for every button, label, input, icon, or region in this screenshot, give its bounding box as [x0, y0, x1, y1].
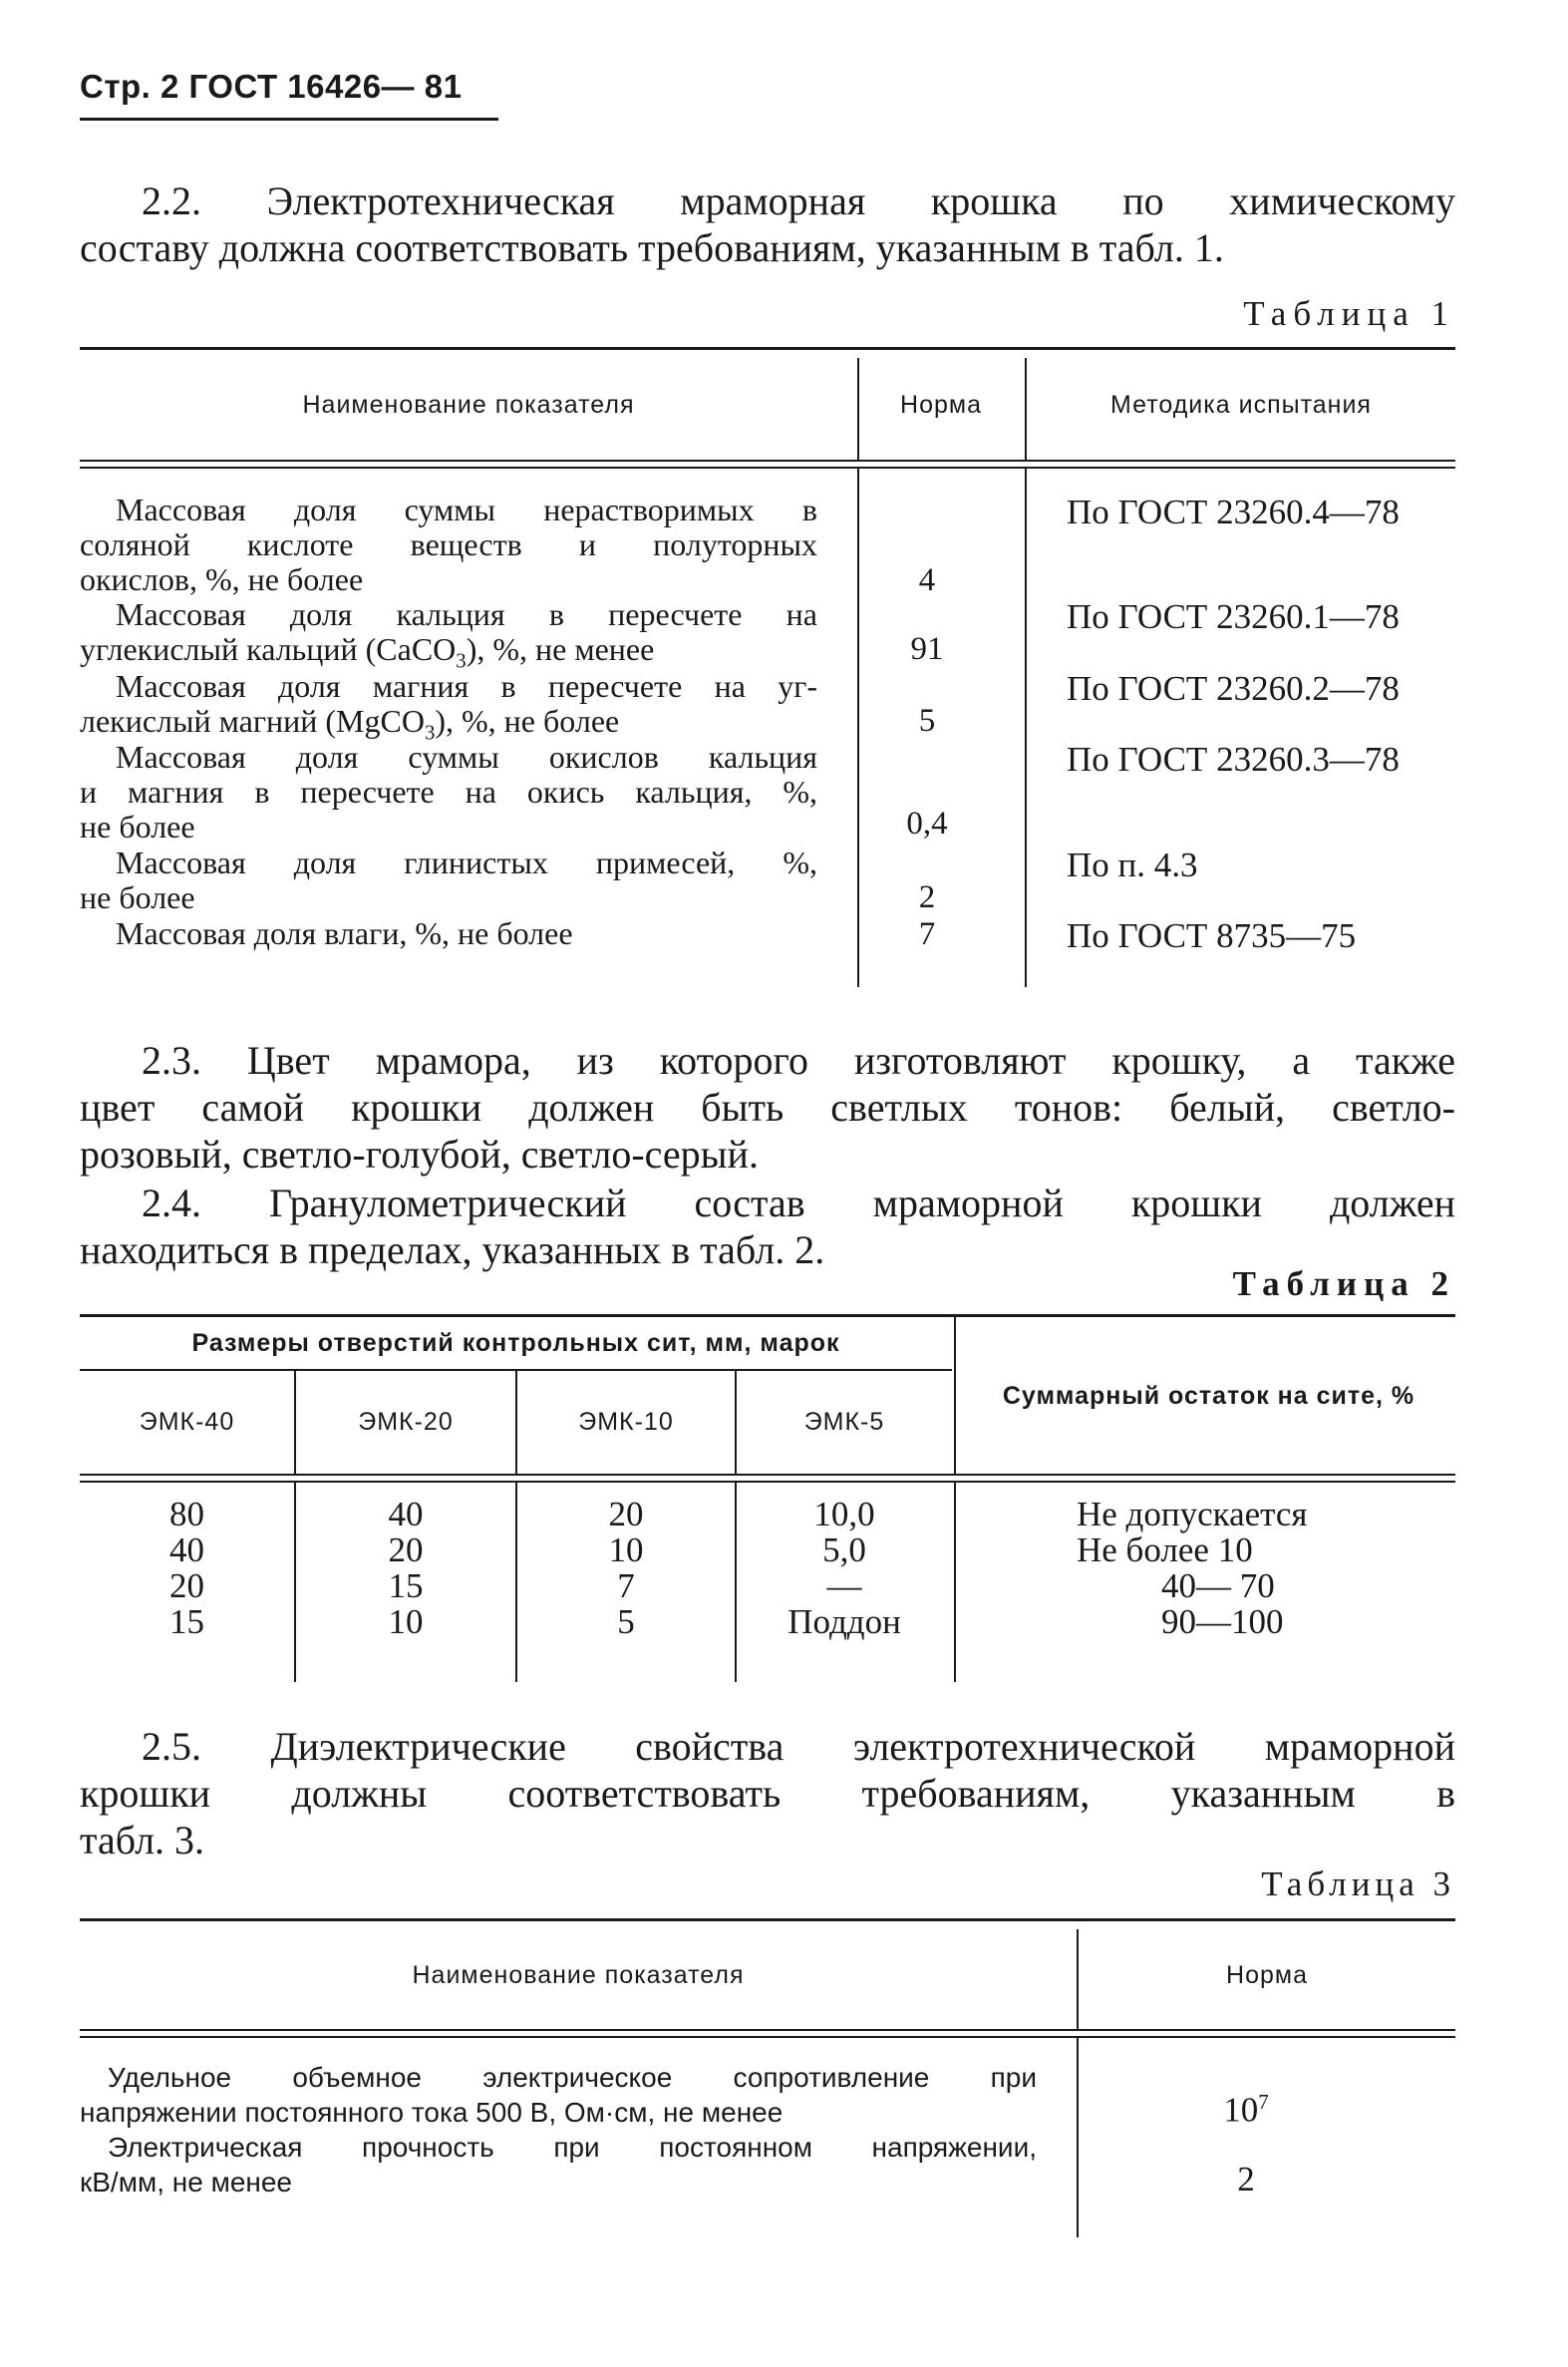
column-divider: [515, 1371, 517, 1474]
column-divider: [954, 1483, 956, 1682]
table-cell: 40— 70: [1161, 1566, 1275, 1605]
row-name-line: кВ/мм, не менее: [80, 2167, 293, 2198]
table-cell: 40: [169, 1530, 204, 1569]
header-emk-40: ЭМК-40: [139, 1408, 235, 1436]
table-cell: 20: [608, 1495, 644, 1533]
row-name-line: углекислый кальций (CaCO$_3$), %, не менее: [80, 631, 655, 673]
paragraph-2-5: [80, 1723, 1455, 1863]
row-norm: 91: [910, 631, 944, 667]
paragraph-2-2: [80, 177, 1455, 271]
column-emk-5: [737, 1497, 952, 1640]
table-cell: —: [826, 1566, 862, 1605]
header-norm: Норма: [900, 390, 982, 419]
table-3-label: Таблица 3: [1261, 1864, 1455, 1903]
row-method: По ГОСТ 23260.4—78: [1067, 493, 1400, 531]
row-name-line: и магния в пересчете на окись кальция, %,: [80, 774, 817, 810]
table-2-label: Таблица 2: [1232, 1264, 1455, 1303]
row-method: По ГОСТ 23260.3—78: [1067, 740, 1400, 779]
row-name: [80, 597, 817, 678]
row-name-line: не более: [80, 809, 195, 845]
row-name-line: Массовая доля суммы нерастворимых в: [116, 492, 817, 527]
page-header: [80, 68, 498, 121]
table-2: [80, 1314, 1455, 1682]
paragraph-line: 2.4. Гранулометрический состав мраморной крошки должен: [142, 1181, 1455, 1225]
row-name: [80, 740, 817, 845]
column-divider: [294, 1371, 296, 1474]
table-1-body: [80, 469, 1455, 997]
header-method: Методика испытания: [1110, 390, 1372, 419]
table-1: [80, 347, 1455, 997]
row-method: По п. 4.3: [1067, 845, 1198, 884]
table-cell: 20: [388, 1530, 424, 1569]
header-total-residue: Суммарный остаток на сите, %: [1002, 1381, 1415, 1410]
table-2-body: [80, 1483, 1455, 1682]
row-norm: 4: [918, 562, 936, 598]
table-double-rule: [80, 2029, 1455, 2038]
row-norm: 5: [918, 703, 936, 739]
row-name-line: напряжении постоянного тока 500 В, Ом·см, не менее: [80, 2097, 784, 2128]
column-divider: [735, 1371, 737, 1474]
row-method: По ГОСТ 23260.1—78: [1067, 597, 1400, 636]
paragraph-line: розовый, светло-голубой, светло-серый.: [80, 1132, 759, 1177]
column-total-residue: [1077, 1497, 1376, 1640]
row-name: [80, 845, 817, 915]
row-name-line: Массовая доля глинистых примесей, %,: [116, 845, 817, 880]
table-cell: 15: [388, 1566, 424, 1605]
row-method: По ГОСТ 8735—75: [1067, 916, 1357, 955]
header-norm: Норма: [1226, 1960, 1308, 1989]
row-name: [80, 2060, 1037, 2130]
table-cell: 5,0: [822, 1530, 866, 1569]
column-emk-40: [80, 1497, 294, 1640]
table-cell: 15: [169, 1602, 204, 1641]
row-name-line: Массовая доля кальция в пересчете на: [116, 596, 817, 632]
header-sieve-sizes: Размеры отверстий контрольных сит, мм, марок: [191, 1328, 840, 1357]
header-name: Наименование показателя: [412, 1960, 745, 1989]
header-emk-20: ЭМК-20: [358, 1408, 454, 1436]
table-1-header: [80, 350, 1455, 460]
paragraph-line: 2.3. Цвет мрамора, из которого изготовляют крошку, а также: [142, 1038, 1455, 1083]
row-method: По ГОСТ 23260.2—78: [1067, 669, 1400, 708]
column-divider: [954, 1317, 956, 1474]
row-norm: 2: [1237, 2160, 1255, 2198]
column-divider: [1077, 1929, 1079, 2029]
row-name-line: не более: [80, 879, 195, 915]
row-name-line: соляной кислоте веществ и полуторных: [80, 526, 817, 562]
column-emk-20: [296, 1497, 515, 1640]
paragraph-line: табл. 3.: [80, 1818, 205, 1862]
table-3: [80, 1918, 1455, 2237]
header-rule: [80, 118, 498, 121]
table-cell: Поддон: [787, 1602, 901, 1641]
column-emk-10: [517, 1497, 735, 1640]
column-divider: [1025, 358, 1027, 460]
column-divider: [857, 358, 859, 460]
paragraph-2-3: [80, 1037, 1455, 1178]
row-name-line: Удельное объемное электрическое сопротивление при: [108, 2062, 1037, 2093]
row-norm: 7: [918, 916, 936, 952]
column-divider: [1077, 2038, 1079, 2237]
paragraph-line: составу должна соответствовать требованиям, указанным в табл. 1.: [80, 225, 1224, 270]
paragraph-line: цвет самой крошки должен быть светлых тонов: белый, светло-: [80, 1085, 1455, 1130]
paragraph-2-4: [80, 1180, 1455, 1273]
table-cell: 80: [169, 1495, 204, 1533]
table-cell: 10,0: [813, 1495, 875, 1533]
table-cell: 10: [388, 1602, 424, 1641]
row-name: [80, 493, 817, 597]
row-name-line: лекислый магний (MgCO$_3$), %, не более: [80, 703, 620, 745]
table-double-rule: [80, 460, 1455, 469]
table-cell: 90—100: [1161, 1602, 1284, 1641]
row-name-line: Массовая доля магния в пересчете на уг-: [116, 668, 817, 704]
paragraph-line: 2.5. Диэлектрические свойства электротехнической мраморной: [142, 1724, 1455, 1769]
table-cell: Не более 10: [1077, 1530, 1253, 1569]
table-3-header: [80, 1921, 1455, 2029]
row-name-line: Массовая доля влаги, %, не более: [116, 915, 573, 951]
row-name-line: Массовая доля суммы окислов кальция: [116, 739, 817, 775]
header-emk-5: ЭМК-5: [803, 1408, 885, 1436]
table-cell: 7: [617, 1566, 635, 1605]
header-emk-10: ЭМК-10: [578, 1408, 674, 1436]
table-double-rule: [80, 1474, 1455, 1483]
row-norm: 0,4: [906, 806, 948, 842]
table-cell: 40: [388, 1495, 424, 1533]
column-divider: [1025, 469, 1027, 987]
table-1-label: Таблица 1: [1243, 294, 1455, 333]
table-cell: 5: [617, 1602, 635, 1641]
paragraph-line: крошки должны соответствовать требованиям, указанным в: [80, 1771, 1455, 1816]
row-name-line: окислов, %, не более: [80, 561, 364, 597]
table-cell: Не допускается: [1077, 1495, 1308, 1533]
row-norm: 2: [918, 879, 936, 915]
paragraph-line: находиться в пределах, указанных в табл. 2.: [80, 1227, 825, 1272]
row-name: [80, 2130, 1037, 2199]
page-header-text: Стр. 2 ГОСТ 16426— 81: [80, 68, 463, 105]
row-norm: $10^7$: [1223, 2090, 1269, 2130]
header-name: Наименование показателя: [302, 390, 635, 419]
row-name: [80, 916, 817, 951]
table-2-header: [80, 1317, 1455, 1474]
row-name-line: Электрическая прочность при постоянном напряжении,: [108, 2132, 1037, 2163]
table-cell: 10: [608, 1530, 644, 1569]
paragraph-line: 2.2. Электротехническая мраморная крошка по химическому: [142, 178, 1455, 223]
table-3-body: [80, 2038, 1455, 2237]
table-cell: 20: [169, 1566, 204, 1605]
